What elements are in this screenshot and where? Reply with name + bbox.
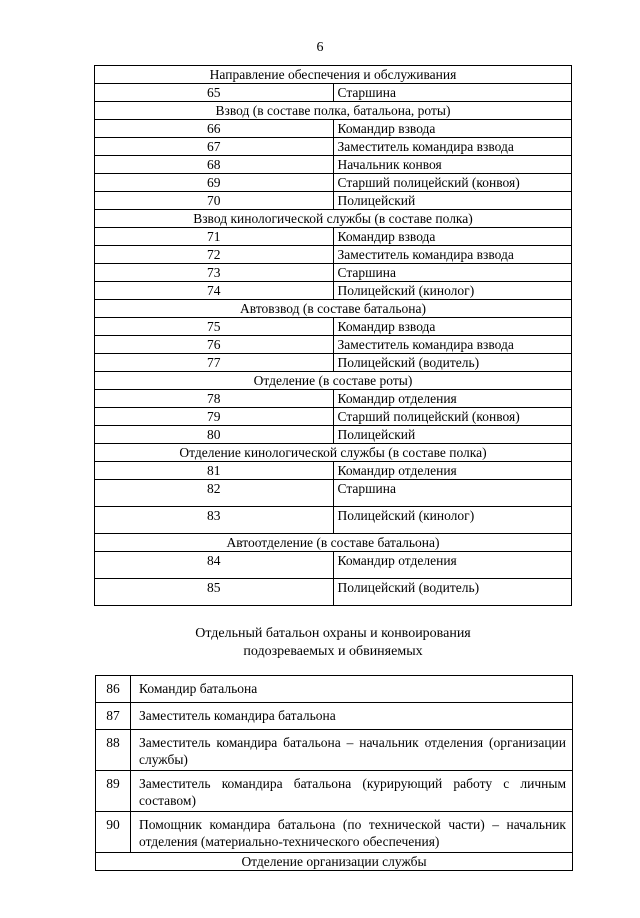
row-number: 86 (96, 676, 131, 703)
row-number: 80 (95, 426, 334, 444)
table-section-header (95, 66, 572, 84)
row-number: 87 (96, 703, 131, 730)
position-title: Заместитель командира батальона (курирующий работу с личным составом) (131, 771, 573, 812)
position-title: Заместитель командира взвода (333, 246, 572, 264)
position-title: Заместитель командира батальона (131, 703, 573, 730)
table-row (95, 246, 572, 264)
positions-table-2 (95, 675, 573, 871)
row-number: 67 (95, 138, 334, 156)
position-title: Полицейский (333, 192, 572, 210)
table-row (95, 318, 572, 336)
table-section-header (95, 300, 572, 318)
table-row (95, 192, 572, 210)
row-number: 77 (95, 354, 334, 372)
row-number: 83 (95, 507, 334, 534)
table-row (95, 174, 572, 192)
position-title: Полицейский (кинолог) (333, 282, 572, 300)
row-number: 69 (95, 174, 334, 192)
table-row (95, 462, 572, 480)
table-row (95, 426, 572, 444)
table-row (95, 156, 572, 174)
row-number: 73 (95, 264, 334, 282)
row-number: 82 (95, 480, 334, 507)
section-caption-line-1: Отдельный батальон охраны и конвоирования (195, 626, 471, 641)
row-number: 90 (96, 812, 131, 853)
table-row (96, 676, 573, 703)
position-title: Помощник командира батальона (по технической части) – начальник отделения (материально-технического обеспечения) (131, 812, 573, 853)
row-number: 71 (95, 228, 334, 246)
table-row (95, 354, 572, 372)
table-section-header (95, 372, 572, 390)
table-row (95, 228, 572, 246)
section-header-text: Направление обеспечения и обслуживания (95, 66, 572, 84)
row-number: 75 (95, 318, 334, 336)
position-title: Заместитель командира батальона – начальник отделения (организации службы) (131, 730, 573, 771)
section-header-text: Отделение кинологической службы (в составе полка) (95, 444, 572, 462)
position-title: Командир отделения (333, 462, 572, 480)
table-row (95, 138, 572, 156)
position-title: Полицейский (333, 426, 572, 444)
table-row (96, 812, 573, 853)
table-section-header (95, 102, 572, 120)
table-row (95, 264, 572, 282)
position-title: Начальник конвоя (333, 156, 572, 174)
row-number: 70 (95, 192, 334, 210)
row-number: 66 (95, 120, 334, 138)
row-number: 88 (96, 730, 131, 771)
table-row (95, 120, 572, 138)
page-number: 6 (316, 40, 324, 55)
table-row (95, 507, 572, 534)
table-section-header (95, 534, 572, 552)
row-number: 72 (95, 246, 334, 264)
position-title: Командир отделения (333, 552, 572, 579)
position-title: Командир отделения (333, 390, 572, 408)
table-row (95, 84, 572, 102)
position-title: Заместитель командира взвода (333, 336, 572, 354)
table-section-header (95, 444, 572, 462)
row-number: 68 (95, 156, 334, 174)
section-header-text: Автоотделение (в составе батальона) (95, 534, 572, 552)
table-section-header (95, 210, 572, 228)
table-row (96, 703, 573, 730)
position-title: Полицейский (кинолог) (333, 507, 572, 534)
row-number: 78 (95, 390, 334, 408)
position-title: Старшина (333, 264, 572, 282)
table-row (95, 552, 572, 579)
section-header-text: Автовзвод (в составе батальона) (95, 300, 572, 318)
position-title: Старшина (333, 84, 572, 102)
row-number: 65 (95, 84, 334, 102)
section-caption-line-2: подозреваемых и обвиняемых (243, 644, 423, 659)
table-row (96, 730, 573, 771)
position-title: Командир взвода (333, 228, 572, 246)
table-row (95, 579, 572, 606)
positions-table-1 (94, 65, 572, 606)
table-row (95, 390, 572, 408)
row-number: 79 (95, 408, 334, 426)
row-number: 85 (95, 579, 334, 606)
position-title: Командир взвода (333, 318, 572, 336)
row-number: 89 (96, 771, 131, 812)
position-title: Командир батальона (131, 676, 573, 703)
section-header-text: Отделение (в составе роты) (95, 372, 572, 390)
position-title: Командир взвода (333, 120, 572, 138)
table-row (95, 408, 572, 426)
section-header-text: Отделение организации службы (96, 853, 573, 871)
table-row (95, 282, 572, 300)
section-header-text: Взвод (в составе полка, батальона, роты) (95, 102, 572, 120)
position-title: Старший полицейский (конвоя) (333, 174, 572, 192)
position-title: Полицейский (водитель) (333, 354, 572, 372)
position-title: Старший полицейский (конвоя) (333, 408, 572, 426)
row-number: 81 (95, 462, 334, 480)
position-title: Заместитель командира взвода (333, 138, 572, 156)
table-row (95, 480, 572, 507)
row-number: 76 (95, 336, 334, 354)
position-title: Старшина (333, 480, 572, 507)
table-row (96, 771, 573, 812)
table-row (95, 336, 572, 354)
row-number: 84 (95, 552, 334, 579)
position-title: Полицейский (водитель) (333, 579, 572, 606)
table-section-header (96, 853, 573, 871)
row-number: 74 (95, 282, 334, 300)
section-header-text: Взвод кинологической службы (в составе полка) (95, 210, 572, 228)
